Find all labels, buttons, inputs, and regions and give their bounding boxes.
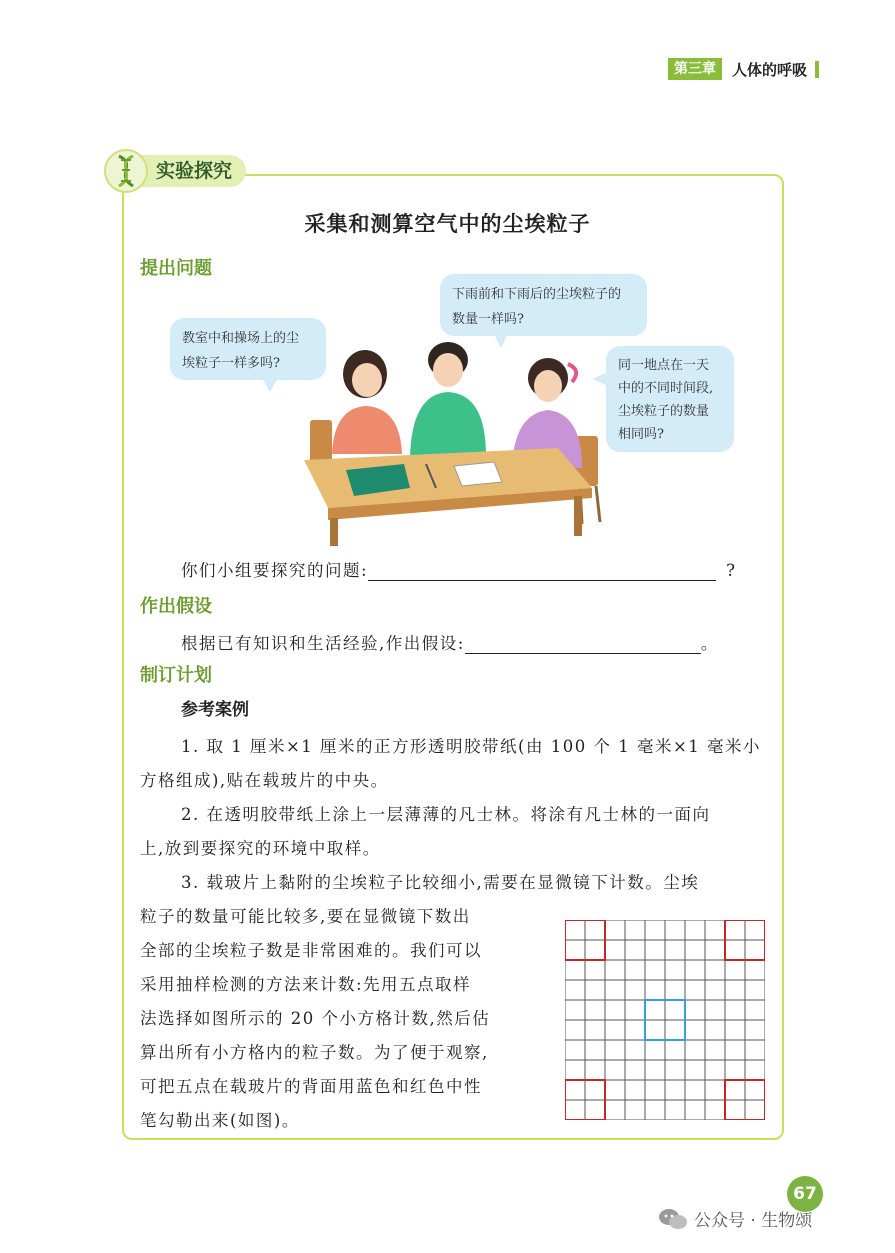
plan-line: 3. 载玻片上黏附的尘埃粒子比较细小,需要在显微镜下计数。尘埃 — [181, 873, 700, 892]
chapter-bar — [815, 61, 819, 78]
hypothesis-answer-blank[interactable] — [465, 635, 701, 654]
page-number: 67 — [787, 1176, 823, 1212]
bubble-middle-line: 下雨前和下雨后的尘埃粒子的 — [452, 287, 622, 302]
plan-line: 2. 在透明胶带纸上涂上一层薄薄的凡士林。将涂有凡士林的一面向 — [181, 805, 711, 824]
plan-line: 粒子的数量可能比较多,要在显微镜下数出 — [140, 907, 471, 926]
plan-line: 全部的尘埃粒子数是非常困难的。我们可以 — [140, 941, 482, 960]
section-hypothesis: 作出假设 — [140, 596, 212, 617]
plan-subheading: 参考案例 — [181, 700, 249, 720]
watermark-text: 公众号 · 生物颂 — [694, 1211, 813, 1231]
plan-line: 采用抽样检测的方法来计数:先用五点取样 — [140, 975, 472, 994]
bubble-right — [606, 346, 734, 452]
sampling-grid — [565, 920, 765, 1120]
bubble-middle — [440, 274, 647, 336]
question-prompt — [181, 557, 736, 581]
hypothesis-prompt — [181, 630, 719, 654]
bubble-left-line: 教室中和操场上的尘 — [182, 331, 300, 346]
section-question: 提出问题 — [140, 258, 212, 279]
bubble-right-line: 相同吗? — [618, 427, 664, 442]
plan-line: 可把五点在载玻片的背面用蓝色和红色中性 — [140, 1077, 482, 1096]
question-prompt-end: ? — [726, 561, 737, 580]
bubble-left-line: 埃粒子一样多吗? — [182, 356, 280, 371]
wechat-icon — [658, 1207, 688, 1231]
section-plan: 制订计划 — [140, 665, 212, 686]
hypothesis-prompt-end: 。 — [700, 634, 719, 653]
plan-line: 算出所有小方格内的粒子数。为了便于观察, — [140, 1043, 489, 1062]
bubble-middle-line: 数量一样吗? — [452, 312, 524, 327]
plan-line: 1. 取 1 厘米×1 厘米的正方形透明胶带纸(由 100 个 1 毫米×1 毫米小 — [181, 737, 762, 756]
plan-line: 笔勾勒出来(如图)。 — [140, 1111, 300, 1130]
plan-line: 方格组成),贴在载玻片的中央。 — [140, 771, 389, 790]
hypothesis-prompt-text: 根据已有知识和生活经验,作出假设: — [181, 634, 465, 653]
plan-line: 法选择如图所示的 20 个小方格计数,然后估 — [140, 1009, 491, 1028]
experiment-badge — [104, 150, 254, 192]
watermark — [658, 1206, 812, 1231]
page-title: 采集和测算空气中的尘埃粒子 — [304, 212, 591, 236]
dna-icon — [104, 149, 148, 193]
students-illustration — [290, 336, 610, 546]
chapter-title: 人体的呼吸 — [732, 60, 808, 79]
bubble-right-line: 尘埃粒子的数量 — [618, 404, 710, 419]
bubble-right-line: 同一地点在一天 — [618, 358, 710, 373]
bubble-right-line: 中的不同时间段, — [618, 381, 714, 396]
question-prompt-text: 你们小组要探究的问题: — [181, 561, 369, 580]
bubble-left-tail — [262, 378, 278, 392]
chapter-tag: 第三章 — [668, 58, 722, 80]
chapter-header — [668, 58, 819, 80]
plan-line: 上,放到要探究的环境中取样。 — [140, 839, 381, 858]
question-answer-blank[interactable] — [368, 562, 716, 581]
badge-label: 实验探究 — [134, 155, 246, 187]
